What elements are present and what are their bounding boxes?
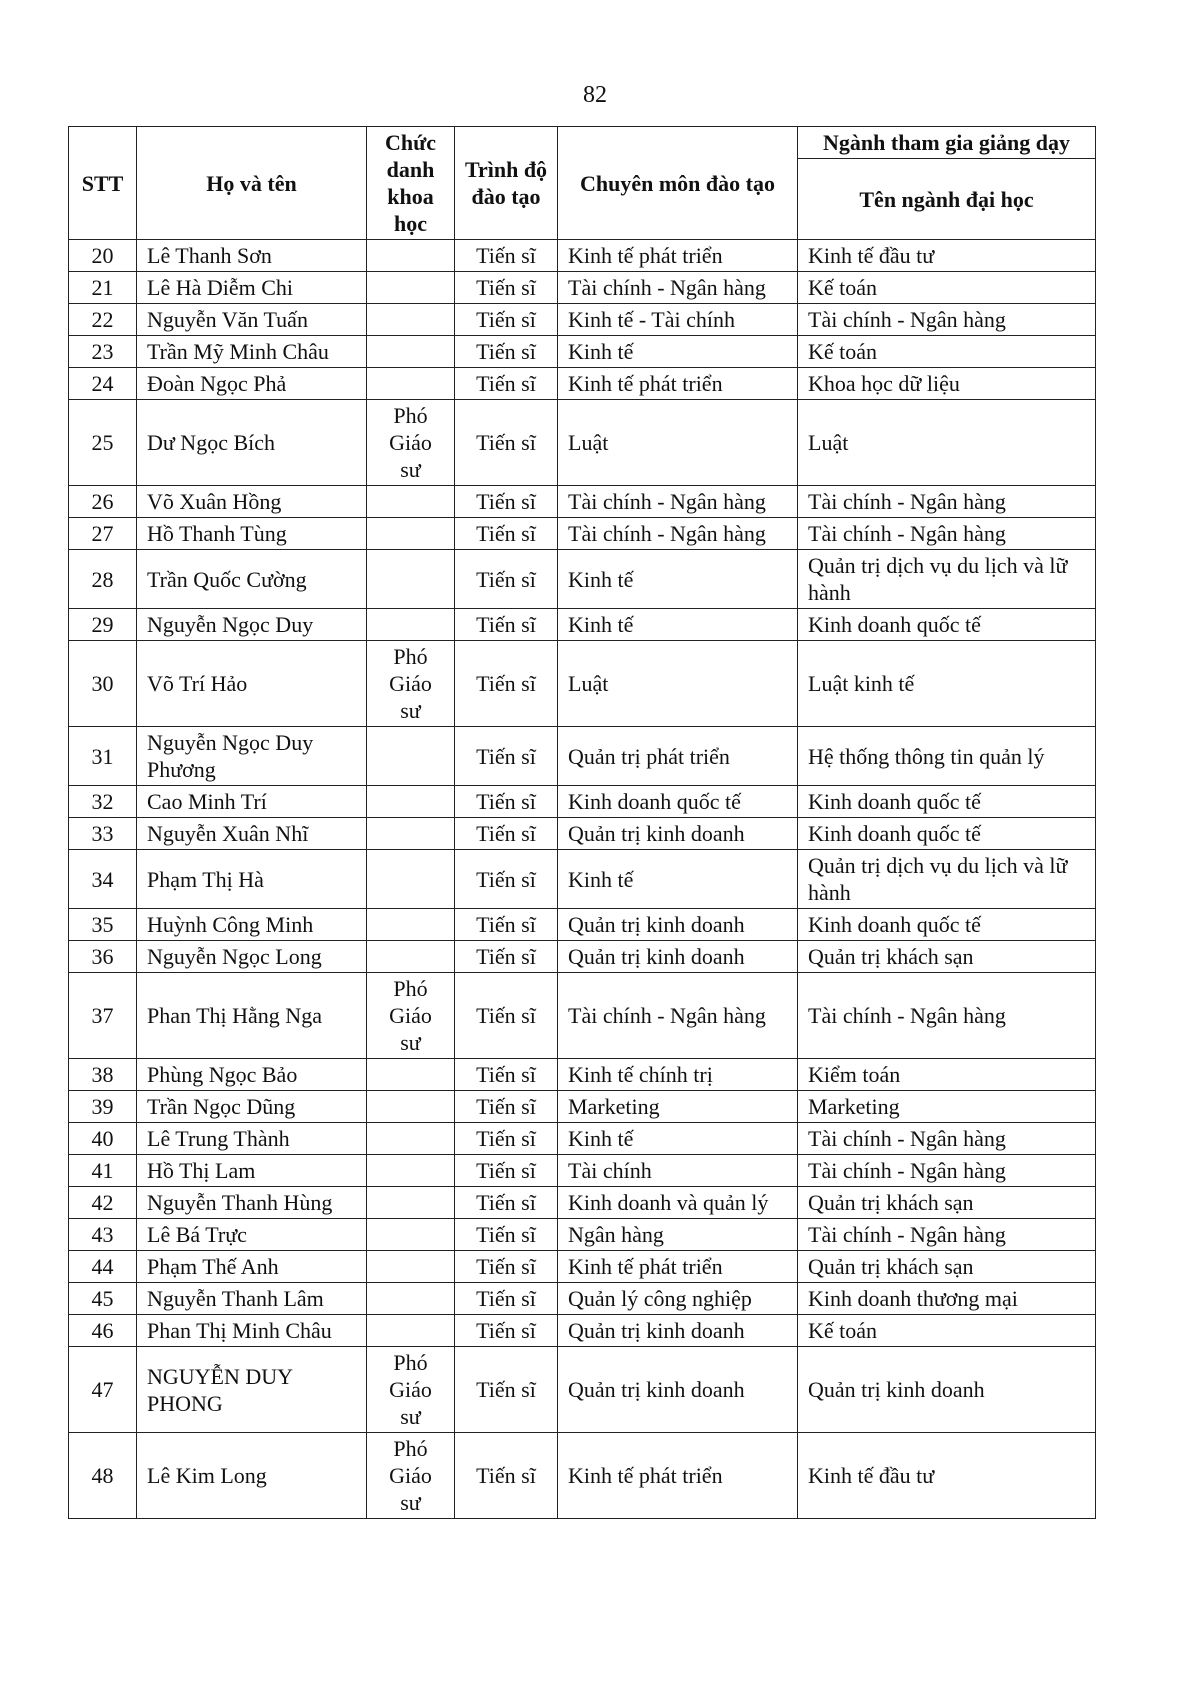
cell-stt: 33 xyxy=(69,818,137,850)
cell-specialty: Kinh tế xyxy=(558,550,798,609)
cell-name: Trần Quốc Cường xyxy=(137,550,367,609)
table-row xyxy=(69,240,1096,272)
cell-specialty: Kinh tế phát triển xyxy=(558,1433,798,1519)
table-row xyxy=(69,272,1096,304)
cell-major: Tài chính - Ngân hàng xyxy=(798,973,1096,1059)
cell-title xyxy=(367,304,455,336)
cell-name: Nguyễn Ngọc Duy xyxy=(137,609,367,641)
cell-specialty: Marketing xyxy=(558,1091,798,1123)
cell-degree: Tiến sĩ xyxy=(455,727,558,786)
table-row xyxy=(69,1059,1096,1091)
cell-major: Luật xyxy=(798,400,1096,486)
table-row xyxy=(69,1283,1096,1315)
cell-degree: Tiến sĩ xyxy=(455,641,558,727)
cell-degree: Tiến sĩ xyxy=(455,486,558,518)
cell-stt: 20 xyxy=(69,240,137,272)
table-header xyxy=(69,127,1096,240)
table-row xyxy=(69,641,1096,727)
cell-name: Trần Ngọc Dũng xyxy=(137,1091,367,1123)
cell-title xyxy=(367,1059,455,1091)
cell-degree: Tiến sĩ xyxy=(455,550,558,609)
cell-name: Phan Thị Minh Châu xyxy=(137,1315,367,1347)
cell-name: Lê Thanh Sơn xyxy=(137,240,367,272)
cell-stt: 37 xyxy=(69,973,137,1059)
cell-major: Tài chính - Ngân hàng xyxy=(798,1219,1096,1251)
cell-specialty: Kinh tế phát triển xyxy=(558,240,798,272)
cell-stt: 25 xyxy=(69,400,137,486)
cell-major: Tài chính - Ngân hàng xyxy=(798,304,1096,336)
table-row xyxy=(69,1219,1096,1251)
table-row xyxy=(69,1433,1096,1519)
table-row xyxy=(69,1091,1096,1123)
cell-name: Nguyễn Thanh Hùng xyxy=(137,1187,367,1219)
cell-title xyxy=(367,941,455,973)
table-row xyxy=(69,1123,1096,1155)
table-body xyxy=(69,240,1096,1519)
cell-degree: Tiến sĩ xyxy=(455,973,558,1059)
cell-name: Hồ Thanh Tùng xyxy=(137,518,367,550)
table-row xyxy=(69,1347,1096,1433)
cell-major: Quản trị dịch vụ du lịch và lữ hành xyxy=(798,550,1096,609)
cell-major: Quản trị khách sạn xyxy=(798,1187,1096,1219)
cell-name: Lê Trung Thành xyxy=(137,1123,367,1155)
cell-title xyxy=(367,1219,455,1251)
cell-specialty: Ngân hàng xyxy=(558,1219,798,1251)
table-row xyxy=(69,368,1096,400)
table-row xyxy=(69,1315,1096,1347)
cell-specialty: Tài chính xyxy=(558,1155,798,1187)
cell-title: Phó Giáo sư xyxy=(367,400,455,486)
cell-title xyxy=(367,1283,455,1315)
cell-specialty: Kinh doanh và quản lý xyxy=(558,1187,798,1219)
cell-degree: Tiến sĩ xyxy=(455,818,558,850)
cell-stt: 32 xyxy=(69,786,137,818)
cell-degree: Tiến sĩ xyxy=(455,518,558,550)
cell-name: Nguyễn Ngọc Duy Phương xyxy=(137,727,367,786)
cell-name: Dư Ngọc Bích xyxy=(137,400,367,486)
cell-title xyxy=(367,909,455,941)
cell-name: Phạm Thế Anh xyxy=(137,1251,367,1283)
cell-stt: 27 xyxy=(69,518,137,550)
cell-specialty: Tài chính - Ngân hàng xyxy=(558,518,798,550)
cell-degree: Tiến sĩ xyxy=(455,1251,558,1283)
cell-stt: 31 xyxy=(69,727,137,786)
cell-name: Cao Minh Trí xyxy=(137,786,367,818)
cell-major: Kinh doanh quốc tế xyxy=(798,909,1096,941)
cell-name: Lê Bá Trực xyxy=(137,1219,367,1251)
cell-degree: Tiến sĩ xyxy=(455,1315,558,1347)
cell-name: Trần Mỹ Minh Châu xyxy=(137,336,367,368)
cell-name: Nguyễn Xuân Nhĩ xyxy=(137,818,367,850)
cell-stt: 45 xyxy=(69,1283,137,1315)
cell-degree: Tiến sĩ xyxy=(455,941,558,973)
cell-degree: Tiến sĩ xyxy=(455,272,558,304)
table-row xyxy=(69,818,1096,850)
cell-major: Kinh doanh thương mại xyxy=(798,1283,1096,1315)
table-row xyxy=(69,550,1096,609)
cell-stt: 29 xyxy=(69,609,137,641)
cell-major: Quản trị khách sạn xyxy=(798,941,1096,973)
cell-title xyxy=(367,486,455,518)
cell-title xyxy=(367,550,455,609)
cell-name: Nguyễn Thanh Lâm xyxy=(137,1283,367,1315)
cell-stt: 34 xyxy=(69,850,137,909)
cell-degree: Tiến sĩ xyxy=(455,336,558,368)
cell-specialty: Luật xyxy=(558,641,798,727)
cell-specialty: Kinh tế chính trị xyxy=(558,1059,798,1091)
cell-stt: 39 xyxy=(69,1091,137,1123)
cell-title: Phó Giáo sư xyxy=(367,641,455,727)
cell-major: Quản trị khách sạn xyxy=(798,1251,1096,1283)
cell-major: Luật kinh tế xyxy=(798,641,1096,727)
cell-title: Phó Giáo sư xyxy=(367,973,455,1059)
table-row xyxy=(69,1155,1096,1187)
cell-title xyxy=(367,272,455,304)
table-row xyxy=(69,850,1096,909)
cell-specialty: Kinh tế xyxy=(558,1123,798,1155)
cell-title: Phó Giáo sư xyxy=(367,1347,455,1433)
cell-major: Kế toán xyxy=(798,1315,1096,1347)
cell-stt: 30 xyxy=(69,641,137,727)
cell-name: Huỳnh Công Minh xyxy=(137,909,367,941)
faculty-table xyxy=(68,126,1096,1519)
cell-name: Nguyễn Ngọc Long xyxy=(137,941,367,973)
cell-degree: Tiến sĩ xyxy=(455,1433,558,1519)
cell-specialty: Kinh tế - Tài chính xyxy=(558,304,798,336)
cell-title xyxy=(367,1251,455,1283)
header-major: Tên ngành đại học xyxy=(798,159,1096,240)
cell-title xyxy=(367,1155,455,1187)
cell-stt: 36 xyxy=(69,941,137,973)
cell-specialty: Tài chính - Ngân hàng xyxy=(558,272,798,304)
table-row xyxy=(69,909,1096,941)
cell-stt: 48 xyxy=(69,1433,137,1519)
cell-degree: Tiến sĩ xyxy=(455,1059,558,1091)
cell-major: Tài chính - Ngân hàng xyxy=(798,1155,1096,1187)
table-row xyxy=(69,518,1096,550)
cell-major: Khoa học dữ liệu xyxy=(798,368,1096,400)
cell-major: Kiểm toán xyxy=(798,1059,1096,1091)
cell-stt: 47 xyxy=(69,1347,137,1433)
cell-degree: Tiến sĩ xyxy=(455,850,558,909)
cell-title xyxy=(367,240,455,272)
cell-stt: 40 xyxy=(69,1123,137,1155)
cell-specialty: Quản trị kinh doanh xyxy=(558,1347,798,1433)
cell-degree: Tiến sĩ xyxy=(455,1219,558,1251)
cell-name: Phạm Thị Hà xyxy=(137,850,367,909)
cell-name: Đoàn Ngọc Phả xyxy=(137,368,367,400)
cell-major: Tài chính - Ngân hàng xyxy=(798,518,1096,550)
cell-degree: Tiến sĩ xyxy=(455,240,558,272)
cell-specialty: Quản trị kinh doanh xyxy=(558,818,798,850)
cell-specialty: Kinh tế xyxy=(558,336,798,368)
table-row xyxy=(69,941,1096,973)
cell-title: Phó Giáo sư xyxy=(367,1433,455,1519)
cell-specialty: Quản lý công nghiệp xyxy=(558,1283,798,1315)
cell-major: Hệ thống thông tin quản lý xyxy=(798,727,1096,786)
header-group: Ngành tham gia giảng dạy xyxy=(798,127,1096,159)
cell-stt: 46 xyxy=(69,1315,137,1347)
cell-specialty: Luật xyxy=(558,400,798,486)
cell-stt: 35 xyxy=(69,909,137,941)
cell-title xyxy=(367,727,455,786)
cell-specialty: Quản trị kinh doanh xyxy=(558,941,798,973)
header-title: Chức danh khoa học xyxy=(367,127,455,240)
cell-title xyxy=(367,818,455,850)
table-row xyxy=(69,1187,1096,1219)
cell-stt: 42 xyxy=(69,1187,137,1219)
cell-stt: 38 xyxy=(69,1059,137,1091)
cell-stt: 28 xyxy=(69,550,137,609)
cell-title xyxy=(367,850,455,909)
cell-stt: 23 xyxy=(69,336,137,368)
cell-major: Kinh doanh quốc tế xyxy=(798,609,1096,641)
cell-name: Phan Thị Hằng Nga xyxy=(137,973,367,1059)
cell-name: Võ Xuân Hồng xyxy=(137,486,367,518)
cell-specialty: Kinh doanh quốc tế xyxy=(558,786,798,818)
cell-major: Quản trị dịch vụ du lịch và lữ hành xyxy=(798,850,1096,909)
cell-specialty: Kinh tế phát triển xyxy=(558,368,798,400)
table-row xyxy=(69,400,1096,486)
cell-specialty: Tài chính - Ngân hàng xyxy=(558,973,798,1059)
cell-name: Lê Hà Diễm Chi xyxy=(137,272,367,304)
cell-degree: Tiến sĩ xyxy=(455,368,558,400)
cell-name: Hồ Thị Lam xyxy=(137,1155,367,1187)
header-degree: Trình độ đào tạo xyxy=(455,127,558,240)
table-row xyxy=(69,609,1096,641)
cell-stt: 22 xyxy=(69,304,137,336)
cell-degree: Tiến sĩ xyxy=(455,786,558,818)
cell-degree: Tiến sĩ xyxy=(455,1091,558,1123)
cell-name: Phùng Ngọc Bảo xyxy=(137,1059,367,1091)
cell-major: Kế toán xyxy=(798,272,1096,304)
cell-degree: Tiến sĩ xyxy=(455,400,558,486)
cell-title xyxy=(367,609,455,641)
cell-stt: 43 xyxy=(69,1219,137,1251)
table-row xyxy=(69,336,1096,368)
cell-stt: 21 xyxy=(69,272,137,304)
cell-title xyxy=(367,786,455,818)
cell-degree: Tiến sĩ xyxy=(455,909,558,941)
cell-stt: 26 xyxy=(69,486,137,518)
cell-degree: Tiến sĩ xyxy=(455,1187,558,1219)
cell-specialty: Kinh tế xyxy=(558,609,798,641)
cell-stt: 44 xyxy=(69,1251,137,1283)
header-specialty: Chuyên môn đào tạo xyxy=(558,127,798,240)
cell-title xyxy=(367,1091,455,1123)
cell-degree: Tiến sĩ xyxy=(455,609,558,641)
cell-major: Kinh tế đầu tư xyxy=(798,1433,1096,1519)
cell-stt: 41 xyxy=(69,1155,137,1187)
cell-degree: Tiến sĩ xyxy=(455,1283,558,1315)
table-row xyxy=(69,727,1096,786)
table-row xyxy=(69,486,1096,518)
cell-name: Lê Kim Long xyxy=(137,1433,367,1519)
cell-specialty: Kinh tế phát triển xyxy=(558,1251,798,1283)
cell-degree: Tiến sĩ xyxy=(455,1347,558,1433)
page-number: 82 xyxy=(583,82,607,108)
cell-name: Võ Trí Hảo xyxy=(137,641,367,727)
cell-major: Kinh doanh quốc tế xyxy=(798,786,1096,818)
cell-title xyxy=(367,1315,455,1347)
cell-major: Kinh tế đầu tư xyxy=(798,240,1096,272)
cell-major: Quản trị kinh doanh xyxy=(798,1347,1096,1433)
cell-name: Nguyễn Văn Tuấn xyxy=(137,304,367,336)
cell-major: Kinh doanh quốc tế xyxy=(798,818,1096,850)
cell-major: Tài chính - Ngân hàng xyxy=(798,1123,1096,1155)
table-row xyxy=(69,973,1096,1059)
cell-title xyxy=(367,368,455,400)
header-stt: STT xyxy=(69,127,137,240)
table-row xyxy=(69,304,1096,336)
header-name: Họ và tên xyxy=(137,127,367,240)
cell-specialty: Quản trị kinh doanh xyxy=(558,1315,798,1347)
cell-degree: Tiến sĩ xyxy=(455,1123,558,1155)
cell-specialty: Quản trị kinh doanh xyxy=(558,909,798,941)
cell-title xyxy=(367,518,455,550)
cell-major: Tài chính - Ngân hàng xyxy=(798,486,1096,518)
cell-title xyxy=(367,336,455,368)
cell-specialty: Quản trị phát triển xyxy=(558,727,798,786)
cell-degree: Tiến sĩ xyxy=(455,304,558,336)
cell-specialty: Tài chính - Ngân hàng xyxy=(558,486,798,518)
cell-major: Kế toán xyxy=(798,336,1096,368)
cell-title xyxy=(367,1187,455,1219)
cell-stt: 24 xyxy=(69,368,137,400)
table-row xyxy=(69,786,1096,818)
cell-degree: Tiến sĩ xyxy=(455,1155,558,1187)
cell-specialty: Kinh tế xyxy=(558,850,798,909)
table-row xyxy=(69,1251,1096,1283)
cell-major: Marketing xyxy=(798,1091,1096,1123)
cell-title xyxy=(367,1123,455,1155)
cell-name: NGUYỄN DUY PHONG xyxy=(137,1347,367,1433)
